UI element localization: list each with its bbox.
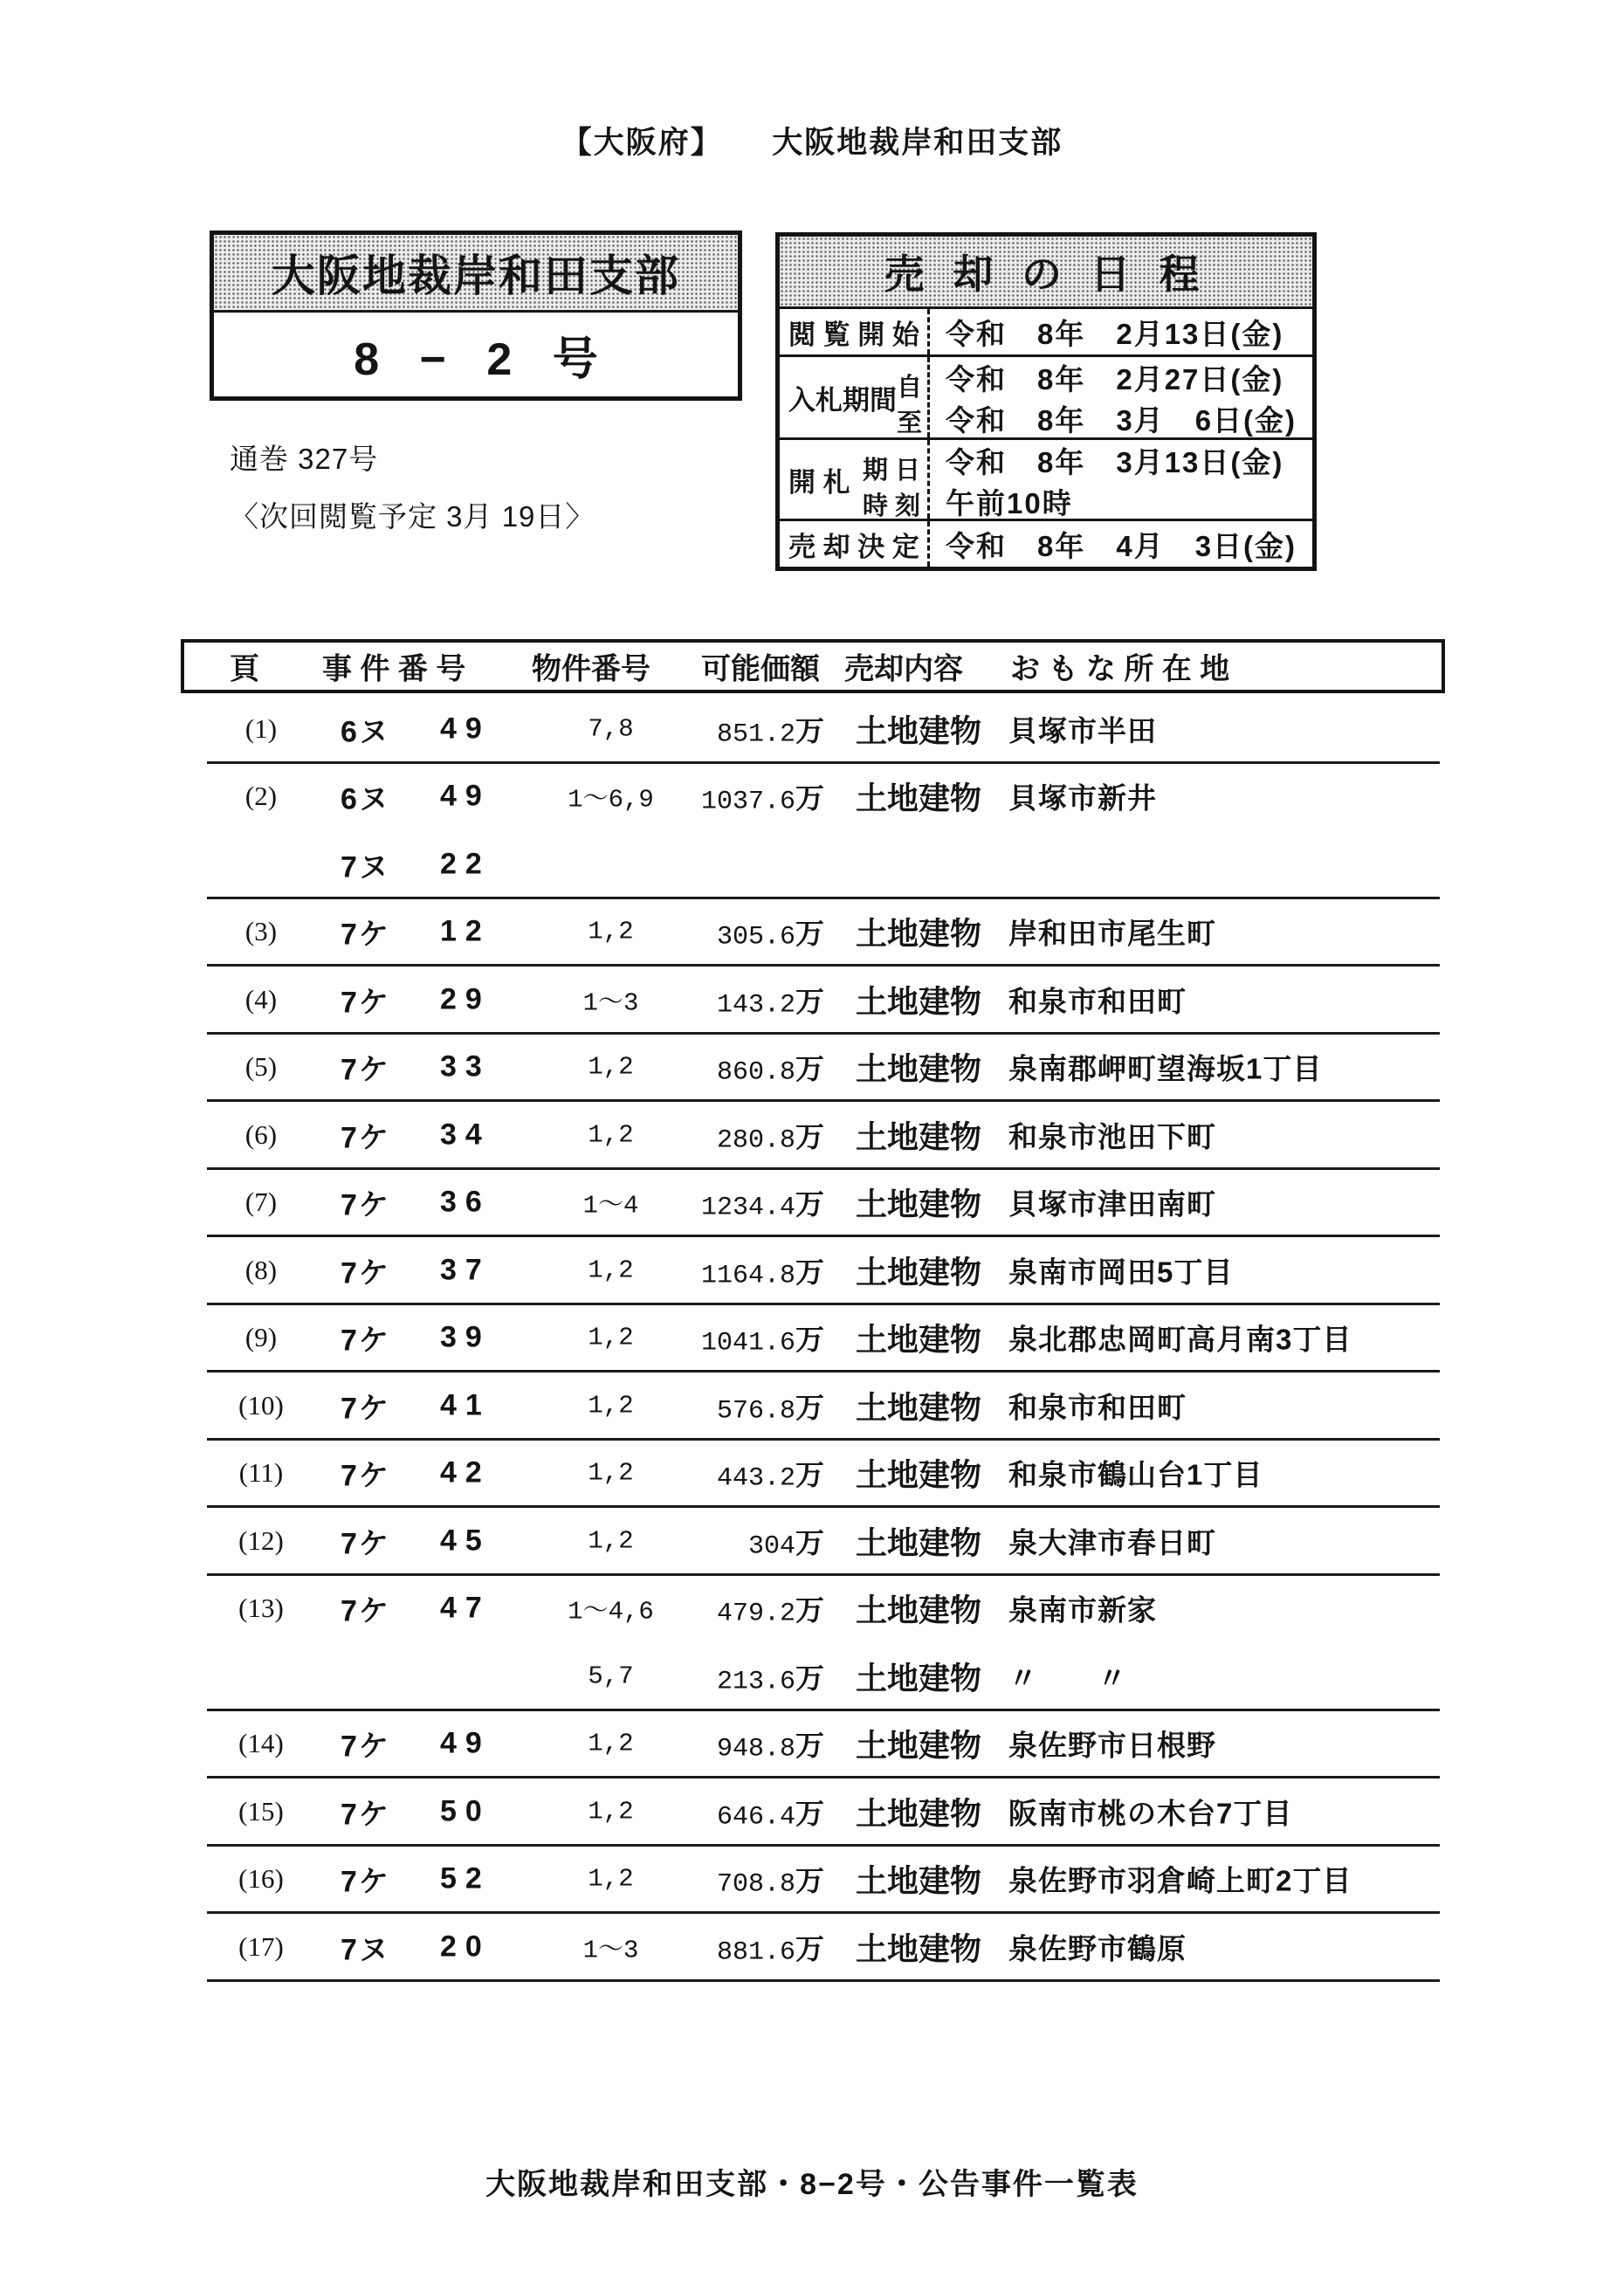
price-value: 860.8: [716, 1057, 795, 1088]
price-value: 143.2: [716, 990, 795, 1021]
price-value: 213.6: [716, 1667, 795, 1697]
sale-type-cell: 土地建物: [856, 1660, 982, 1696]
case-number-cell: 50: [440, 1794, 491, 1828]
listing-row: [181, 1575, 1445, 1643]
price-value: 443.2: [716, 1463, 795, 1494]
next-viewing-label: 〈次回閲覧予定 3月 19日〉: [230, 500, 595, 533]
location-cell: 阪南市桃の木台7丁目: [1008, 1797, 1293, 1830]
page-cell: (5): [244, 1051, 278, 1083]
price-cell: [674, 1791, 824, 1832]
listing-entry: [181, 1507, 1445, 1575]
schedule-sub-labels: [897, 368, 923, 437]
schedule-value-cell: [930, 440, 1312, 519]
price-cell: [674, 1047, 824, 1088]
listing-entry: [181, 898, 1445, 967]
page-footer: 大阪地裁岸和田支部・8−2号・公告事件一覧表: [485, 2168, 1139, 2201]
case-kana-cell: 7ケ: [341, 1527, 390, 1561]
price-cell: [674, 912, 824, 953]
case-number-cell: 42: [440, 1455, 491, 1489]
case-number-cell: 20: [440, 1930, 491, 1964]
case-kana-cell: 7ヌ: [341, 1933, 390, 1967]
schedule-label-cell: [780, 357, 930, 437]
case-number-cell: 12: [440, 914, 491, 948]
location-cell: 和泉市和田町: [1008, 985, 1187, 1018]
price-unit: 万: [795, 1391, 824, 1424]
case-kana-cell: 7ケ: [341, 1798, 390, 1832]
case-number-cell: 49: [440, 779, 491, 813]
price-cell: [674, 1859, 824, 1900]
case-kana-cell: 7ケ: [341, 1324, 390, 1358]
sale-type-cell: 土地建物: [856, 1795, 982, 1832]
sale-type-cell: 土地建物: [856, 1389, 982, 1426]
sale-type-cell: 土地建物: [856, 1524, 982, 1561]
sale-type-cell: 土地建物: [856, 1930, 982, 1967]
price-cell: [674, 1385, 824, 1426]
listing-entry: [181, 1710, 1445, 1778]
price-cell: [674, 1723, 824, 1765]
location-cell: 泉南市岡田5丁目: [1008, 1256, 1234, 1289]
schedule-value: 令和 8年 4月 3日(金): [946, 529, 1297, 562]
case-number-cell: 45: [440, 1524, 491, 1558]
schedule-label: 入札期間: [788, 384, 897, 416]
price-value: 881.6: [716, 1937, 795, 1968]
listing-row: [181, 1372, 1445, 1440]
price-value: 304: [747, 1531, 795, 1562]
schedule-label-cell: [780, 309, 930, 354]
price-cell: [674, 1453, 824, 1494]
page-cell: (17): [238, 1930, 284, 1962]
location-cell: 泉佐野市羽倉崎上町2丁目: [1008, 1864, 1352, 1897]
price-value: 1164.8: [700, 1261, 795, 1291]
listing-row: [181, 966, 1445, 1034]
listing-entry: [181, 1913, 1445, 1981]
schedule-row-bid-period: [780, 357, 1312, 440]
price-value: 948.8: [716, 1734, 795, 1765]
listing-row: [181, 1778, 1445, 1846]
price-unit: 万: [795, 1256, 824, 1289]
listing-entry: [181, 1169, 1445, 1237]
price-cell: [674, 776, 824, 817]
listing-row: [181, 1440, 1445, 1508]
item-numbers-cell: 1,2: [588, 1323, 634, 1352]
price-value: 1037.6: [700, 787, 795, 817]
page-cell: (9): [244, 1322, 278, 1353]
price-value: 851.2: [716, 719, 795, 750]
listing-entry: [181, 1372, 1445, 1440]
listing-entry: [181, 966, 1445, 1034]
price-cell: [674, 1182, 824, 1223]
case-kana-cell: 7ケ: [341, 986, 390, 1020]
schedule-row-bid-opening: [780, 440, 1312, 521]
sale-type-cell: 土地建物: [856, 712, 982, 749]
listing-row: [181, 1846, 1445, 1914]
location-cell: 貝塚市新井: [1008, 781, 1157, 815]
price-cell: [674, 708, 824, 749]
price-unit: 万: [795, 1864, 824, 1897]
case-number-cell: 39: [440, 1320, 491, 1354]
case-kana-cell: 6ヌ: [341, 715, 390, 749]
case-number-cell: 36: [440, 1185, 491, 1219]
case-kana-cell: 7ケ: [341, 1730, 390, 1764]
price-cell: [674, 1655, 824, 1696]
page-cell: (10): [238, 1389, 284, 1421]
schedule-row-sale-decision: [780, 521, 1312, 567]
price-unit: 万: [795, 1458, 824, 1491]
schedule-label: 開 札: [788, 466, 850, 498]
price-unit: 万: [795, 781, 824, 815]
page-cell: (7): [244, 1187, 278, 1218]
issue-title-box: [210, 230, 742, 401]
price-value: 305.6: [716, 922, 795, 953]
sale-type-cell: 土地建物: [856, 1592, 982, 1628]
location-cell: 泉佐野市日根野: [1008, 1729, 1216, 1762]
schedule-value: 令和 8年 3月 6日(金): [946, 404, 1297, 437]
case-kana-cell: 7ケ: [341, 1121, 390, 1155]
price-cell: [674, 1249, 824, 1290]
page-cell: (8): [244, 1254, 278, 1285]
price-unit: 万: [795, 1797, 824, 1830]
sale-type-cell: 土地建物: [856, 1456, 982, 1493]
column-header-page: 頁: [230, 652, 259, 686]
listing-row: [181, 1642, 1445, 1710]
listing-entry: [181, 1575, 1445, 1710]
schedule-value: 令和 8年 3月13日(金): [946, 446, 1284, 478]
schedule-sub-labels: [862, 451, 920, 520]
price-value: 479.2: [716, 1599, 795, 1629]
item-numbers-cell: 7,8: [588, 714, 634, 744]
schedule-label-cell: [780, 440, 930, 519]
volume-label: 通巻 327号: [230, 443, 379, 475]
price-unit: 万: [795, 1932, 824, 1965]
page-cell: (6): [244, 1118, 278, 1150]
price-cell: [674, 1114, 824, 1155]
schedule-sub-label-to: 至: [897, 409, 923, 437]
listing-row: [181, 1034, 1445, 1102]
column-header-item-number: 物件番号: [532, 652, 650, 686]
price-cell: [674, 1317, 824, 1359]
location-cell: 泉南市新家: [1008, 1593, 1157, 1627]
item-numbers-cell: 1,2: [588, 1526, 634, 1556]
listing-row: [181, 695, 1445, 763]
sale-type-cell: 土地建物: [856, 983, 982, 1020]
item-numbers-cell: 1,2: [588, 1391, 634, 1421]
case-kana-cell: 7ケ: [341, 1256, 390, 1290]
listing-row: [181, 763, 1445, 831]
location-cell: 泉大津市春日町: [1008, 1526, 1216, 1559]
sale-type-cell: 土地建物: [856, 1254, 982, 1290]
item-numbers-cell: 1,2: [588, 1458, 634, 1488]
listing-entry: [181, 1236, 1445, 1304]
item-numbers-cell: 1,2: [588, 1120, 634, 1150]
case-number-cell: 41: [440, 1388, 491, 1422]
price-unit: 万: [795, 1052, 824, 1085]
schedule-label-cell: [780, 521, 930, 567]
sale-type-cell: 土地建物: [856, 1862, 982, 1899]
location-cell: 和泉市和田町: [1008, 1391, 1187, 1424]
listing-entry: [181, 1034, 1445, 1102]
listing-row: [181, 1913, 1445, 1981]
sale-type-cell: 土地建物: [856, 780, 982, 816]
listing-entry: [181, 1440, 1445, 1508]
listing-entry: [181, 1304, 1445, 1373]
item-numbers-cell: 1,2: [588, 917, 634, 946]
item-numbers-cell: 1〜3: [582, 1936, 639, 1965]
case-number-cell: 49: [440, 1726, 491, 1760]
item-numbers-cell: 1,2: [588, 1797, 634, 1827]
item-numbers-cell: 5,7: [588, 1661, 634, 1691]
item-numbers-cell: 1,2: [588, 1864, 634, 1894]
price-value: 1234.4: [700, 1193, 795, 1223]
item-numbers-cell: 1,2: [588, 1256, 634, 1285]
sale-type-cell: 土地建物: [856, 915, 982, 952]
listing-row: [181, 1236, 1445, 1304]
price-unit: 万: [795, 1120, 824, 1153]
listing-row: [181, 1710, 1445, 1778]
case-number-cell: 22: [440, 847, 491, 881]
location-cell: 岸和田市尾生町: [1008, 917, 1216, 950]
column-header-case-number: 事 件 番 号: [322, 652, 466, 686]
price-unit: 万: [795, 714, 824, 747]
listing-row: [181, 830, 1445, 898]
schedule-value: 午前10時: [946, 487, 1073, 519]
price-cell: [674, 979, 824, 1020]
item-numbers-cell: 1〜4: [582, 1191, 639, 1221]
location-cell: 泉佐野市鶴原: [1008, 1932, 1187, 1965]
item-numbers-cell: 1〜4,6: [568, 1597, 654, 1627]
schedule-label: 売 却 決 定: [788, 531, 919, 562]
page-cell: (13): [238, 1593, 284, 1624]
case-kana-cell: 7ケ: [341, 1594, 390, 1628]
court-name: 大阪地裁岸和田支部: [214, 235, 738, 313]
price-value: 1041.6: [700, 1328, 795, 1359]
schedule-title: 売 却 の 日 程: [780, 237, 1312, 309]
sale-type-cell: 土地建物: [856, 1050, 982, 1087]
schedule-value-cell: [930, 357, 1312, 437]
price-value: 280.8: [716, 1125, 795, 1156]
item-numbers-cell: 1〜3: [582, 988, 639, 1018]
location-cell: 泉南郡岬町望海坂1丁目: [1008, 1052, 1323, 1085]
case-number-cell: 34: [440, 1118, 491, 1152]
location-cell: 貝塚市半田: [1008, 714, 1157, 747]
price-unit: 万: [795, 1526, 824, 1559]
listing-entry: [181, 1778, 1445, 1846]
page-cell: (2): [244, 781, 278, 812]
listing-row: [181, 1169, 1445, 1237]
price-unit: 万: [795, 1661, 824, 1695]
case-kana-cell: 7ケ: [341, 1865, 390, 1899]
item-numbers-cell: 1,2: [588, 1052, 634, 1082]
price-cell: [674, 1520, 824, 1561]
item-numbers-cell: 1〜6,9: [568, 785, 654, 815]
listing-row: [181, 1101, 1445, 1169]
price-value: 576.8: [716, 1396, 795, 1427]
case-number-cell: 33: [440, 1049, 491, 1084]
location-cell: 泉北郡忠岡町高月南3丁目: [1008, 1323, 1352, 1356]
case-kana-cell: 7ヌ: [341, 850, 390, 884]
listing-entry: [181, 695, 1445, 763]
listing-column-header: [181, 639, 1445, 693]
case-kana-cell: 7ケ: [341, 1459, 390, 1493]
item-numbers-cell: 1,2: [588, 1729, 634, 1758]
case-number-cell: 37: [440, 1253, 491, 1287]
price-cell: [674, 1588, 824, 1629]
page-cell: (14): [238, 1728, 284, 1759]
schedule-value: 令和 8年 2月27日(金): [946, 363, 1284, 396]
case-kana-cell: 7ケ: [341, 1053, 390, 1087]
sale-schedule-table: [775, 232, 1317, 571]
listing-entry: [181, 763, 1445, 898]
sale-type-cell: 土地建物: [856, 1321, 982, 1358]
column-header-main-location: お も な 所 在 地: [1010, 652, 1230, 686]
price-unit: 万: [795, 1187, 824, 1221]
case-number-cell: 29: [440, 982, 491, 1016]
schedule-sub-label-date: 期 日: [862, 456, 920, 485]
sale-type-cell: 土地建物: [856, 1118, 982, 1155]
case-kana-cell: 6ヌ: [341, 782, 390, 816]
case-number-cell: 49: [440, 712, 491, 746]
case-number-cell: 47: [440, 1591, 491, 1625]
price-cell: [674, 1926, 824, 1967]
listing-rows: [181, 695, 1445, 1981]
case-kana-cell: 7ケ: [341, 918, 390, 952]
location-cell: 貝塚市津田南町: [1008, 1187, 1216, 1221]
price-unit: 万: [795, 1593, 824, 1627]
page-cell: (3): [244, 916, 278, 947]
page-cell: (11): [238, 1457, 284, 1489]
schedule-sub-label-time: 時 刻: [862, 492, 920, 520]
listing-entry: [181, 1101, 1445, 1169]
schedule-sub-label-from: 自: [897, 373, 923, 402]
location-cell: 〃 〃: [1008, 1661, 1127, 1695]
case-kana-cell: 7ケ: [341, 1392, 390, 1426]
prefecture-court-header: 【大阪府】 大阪地裁岸和田支部: [561, 126, 1063, 160]
listing-row: [181, 898, 1445, 967]
page-cell: (1): [244, 712, 278, 744]
sale-type-cell: 土地建物: [856, 1727, 982, 1764]
schedule-value-cell: [930, 309, 1312, 354]
listing-row: [181, 1304, 1445, 1373]
page-cell: (16): [238, 1863, 284, 1895]
page-cell: (12): [238, 1524, 284, 1556]
schedule-label: 閲 覧 開 始: [788, 319, 919, 350]
price-unit: 万: [795, 917, 824, 950]
price-unit: 万: [795, 1729, 824, 1762]
schedule-value: 令和 8年 2月13日(金): [946, 317, 1284, 350]
column-header-possible-price: 可能価額: [701, 652, 820, 686]
price-value: 646.4: [716, 1802, 795, 1833]
issue-number: 8 − 2 号: [354, 334, 612, 385]
page-cell: (4): [244, 983, 278, 1015]
listing-entry: [181, 1846, 1445, 1914]
location-cell: 和泉市池田下町: [1008, 1120, 1216, 1153]
case-number-cell: 52: [440, 1861, 491, 1895]
price-value: 708.8: [716, 1869, 795, 1900]
listing-row: [181, 1507, 1445, 1575]
schedule-row-viewing-start: [780, 309, 1312, 357]
sale-type-cell: 土地建物: [856, 1186, 982, 1222]
case-kana-cell: 7ケ: [341, 1188, 390, 1222]
column-header-sale-content: 売却内容: [844, 652, 963, 686]
price-unit: 万: [795, 1323, 824, 1356]
price-unit: 万: [795, 985, 824, 1018]
schedule-value-cell: [930, 521, 1312, 567]
page-cell: (15): [238, 1795, 284, 1827]
location-cell: 和泉市鶴山台1丁目: [1008, 1458, 1263, 1491]
